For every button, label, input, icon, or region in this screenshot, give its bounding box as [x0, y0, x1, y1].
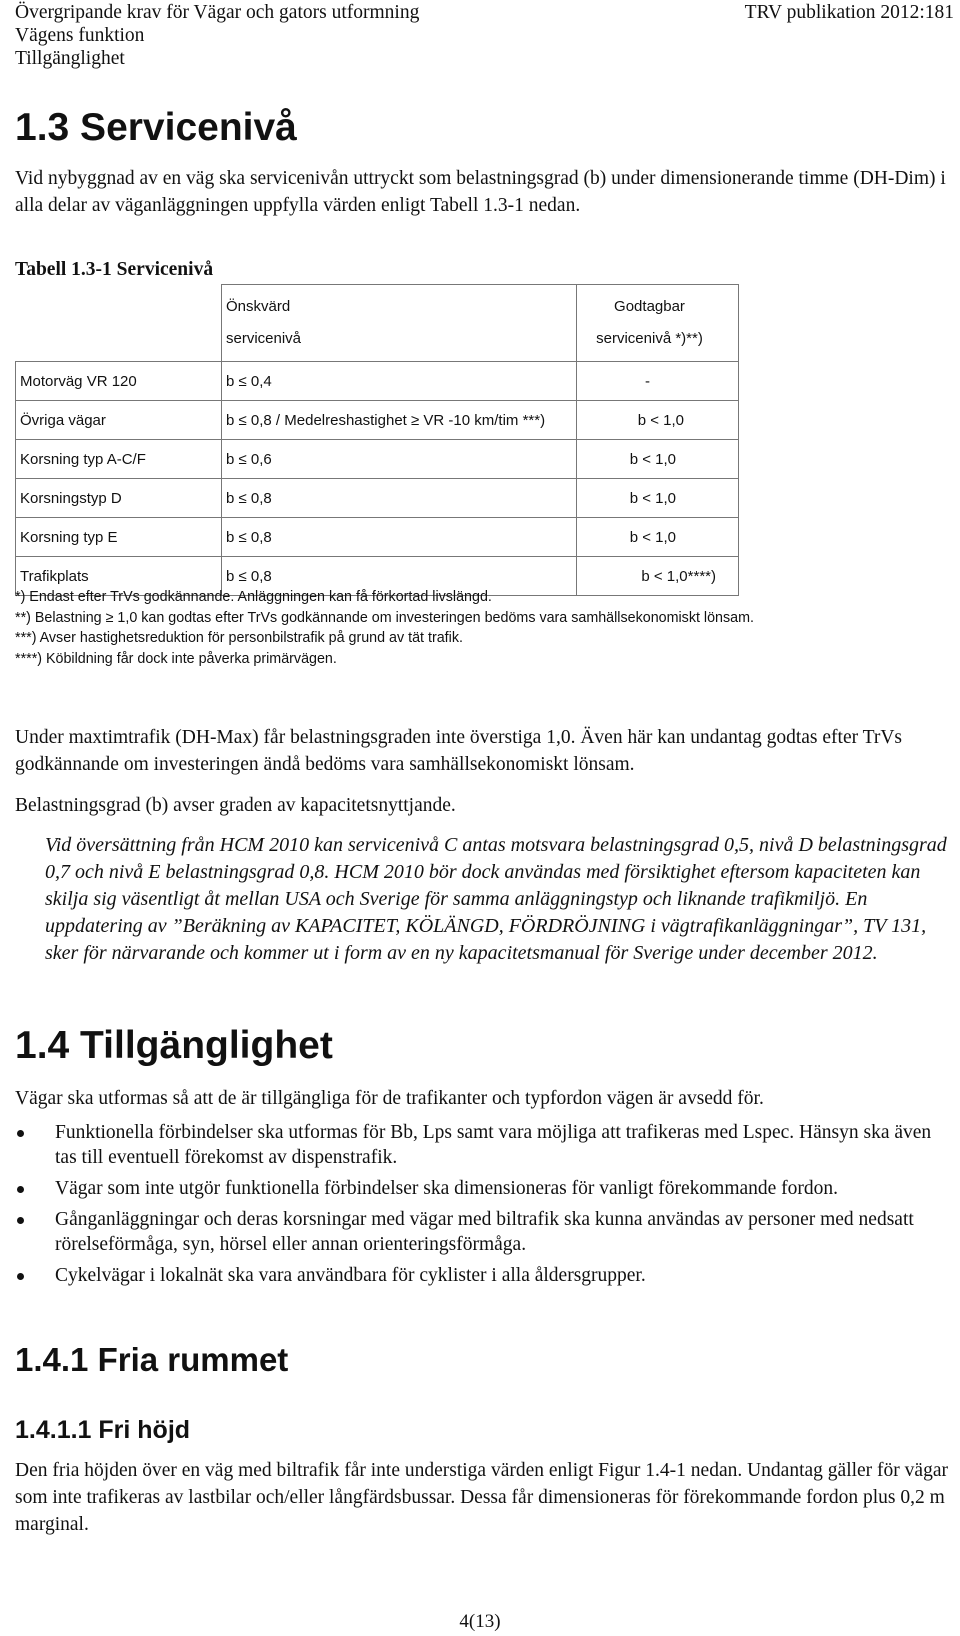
desired-value: b ≤ 0,8 / Medelreshastighet ≥ VR -10 km/tim ***) [222, 401, 577, 440]
paragraph-belastningsgrad: Belastningsgrad (b) avser graden av kapacitetsnyttjande. [15, 795, 456, 816]
column-header-acceptable: Godtagbar servicenivå *)**) [577, 285, 739, 362]
hcm-note: Vid översättning från HCM 2010 kan servicenivå C antas motsvara belastningsgrad 0,5, nivå D belastningsgrad 0,7 och nivå E belastningsgrad 0,8. HCM 2010 bör dock användas med försiktighet eftersom kapaciteten kan skilja sig väsentligt åt mellan USA och Sverige för samma anläggningstyp och liknande trafikmiljö. En uppdatering av ”Beräkning av KAPACITET, KÖLÄNGD, FÖRDRÖJNING i vägtrafikanläggningar”, TV 131, sker för närvarande och kommer ut i form av en ny kapacitetsmanual för Sverige under december 2012. [45, 834, 947, 964]
section-heading-1-4: 1.4 Tillgänglighet [15, 1024, 333, 1067]
desired-value: b ≤ 0,4 [222, 362, 577, 401]
section-heading-1-4-1: 1.4.1 Fria rummet [15, 1341, 289, 1378]
list-item: Gånganläggningar och deras korsningar med vägar med biltrafik ska kunna användas av personer med nedsatt rörelseförmåga, syn, hörsel eller annan orienteringsförmåga. [15, 1207, 945, 1257]
row-label: Korsning typ E [16, 518, 222, 557]
desired-value: b ≤ 0,8 [222, 557, 577, 596]
row-label: Korsningstyp D [16, 479, 222, 518]
row-label: Trafikplats [16, 557, 222, 596]
table-row [16, 401, 739, 440]
acceptable-value: b < 1,0****) [577, 557, 739, 596]
list-item: Vägar som inte utgör funktionella förbindelser ska dimensioneras för vanligt förekommande fordon. [15, 1176, 945, 1201]
column-header-desired: Önskvärd servicenivå [222, 285, 577, 362]
desired-value: b ≤ 0,6 [222, 440, 577, 479]
row-label: Övriga vägar [16, 401, 222, 440]
footnote: ***) Avser hastighetsreduktion för personbilstrafik på grund av tät trafik. [15, 630, 463, 647]
page-number: 4(13) [459, 1611, 501, 1632]
acceptable-value: b < 1,0 [577, 518, 739, 557]
footnote: **) Belastning ≥ 1,0 kan godtas efter TrVs godkännande om investeringen bedöms vara samhällsekonomiskt lönsam. [15, 609, 754, 626]
accessibility-list [15, 1120, 945, 1294]
acceptable-value: b < 1,0 [577, 440, 739, 479]
table-row [16, 479, 739, 518]
list-item: Funktionella förbindelser ska utformas för Bb, Lps samt vara möjliga att trafikeras med Lspec. Hänsyn ska även tas till eventuell förekomst av dispenstrafik. [15, 1120, 945, 1170]
acceptable-value: b < 1,0 [577, 479, 739, 518]
table-caption: Tabell 1.3-1 Servicenivå [15, 259, 214, 280]
acceptable-value: b < 1,0 [577, 401, 739, 440]
desired-value: b ≤ 0,8 [222, 518, 577, 557]
table-header-row [16, 285, 739, 362]
section-heading-1-3: 1.3 Servicenivå [15, 106, 297, 149]
service-level-table [15, 284, 739, 596]
publication-id: TRV publikation 2012:181 [744, 2, 954, 23]
row-label: Motorväg VR 120 [16, 362, 222, 401]
paragraph-dh-max: Under maxtimtrafik (DH-Max) får belastningsgraden inte överstiga 1,0. Även här kan undantag godtas efter TrVs godkännande om investeringen ändå bedöms vara samhällsekonomiskt lönsam. [15, 727, 903, 775]
running-header-section: Vägens funktion [15, 25, 145, 46]
table-row [16, 518, 739, 557]
table-row [16, 440, 739, 479]
list-item: Cykelvägar i lokalnät ska vara användbara för cyklister i alla åldersgrupper. [15, 1263, 945, 1288]
section-1-4-intro: Vägar ska utformas så att de är tillgängliga för de trafikanter och typfordon vägen är avsedd för. [15, 1088, 764, 1109]
section-1-3-intro: Vid nybyggnad av en väg ska servicenivån uttryckt som belastningsgrad (b) under dimensionerande timme (DH-Dim) i alla delar av väganläggningen uppfylla värden enligt Tabell 1.3-1 nedan. [15, 168, 946, 216]
desired-value: b ≤ 0,8 [222, 479, 577, 518]
table-footnotes [15, 587, 754, 669]
footnote: ****) Köbildning får dock inte påverka primärvägen. [15, 650, 337, 667]
section-heading-1-4-1-1: 1.4.1.1 Fri höjd [15, 1416, 191, 1444]
row-label: Korsning typ A-C/F [16, 440, 222, 479]
running-header-title: Övergripande krav för Vägar och gators utformning [15, 2, 420, 23]
table-corner-cell [16, 285, 222, 362]
section-1-4-1-1-text: Den fria höjden över en väg med biltrafik får inte understiga värden enligt Figur 1.4-1 nedan. Undantag gäller för vägar som inte trafikeras av lastbilar och/eller långfärdsbussar. Dessa får dimensioneras för förekommande fordon plus 0,2 m marginal. [15, 1460, 948, 1535]
acceptable-value: - [577, 362, 739, 401]
footnote: *) Endast efter TrVs godkännande. Anläggningen kan få förkortad livslängd. [15, 589, 492, 605]
running-header-subsection: Tillgänglighet [15, 48, 125, 69]
table-row [16, 362, 739, 401]
